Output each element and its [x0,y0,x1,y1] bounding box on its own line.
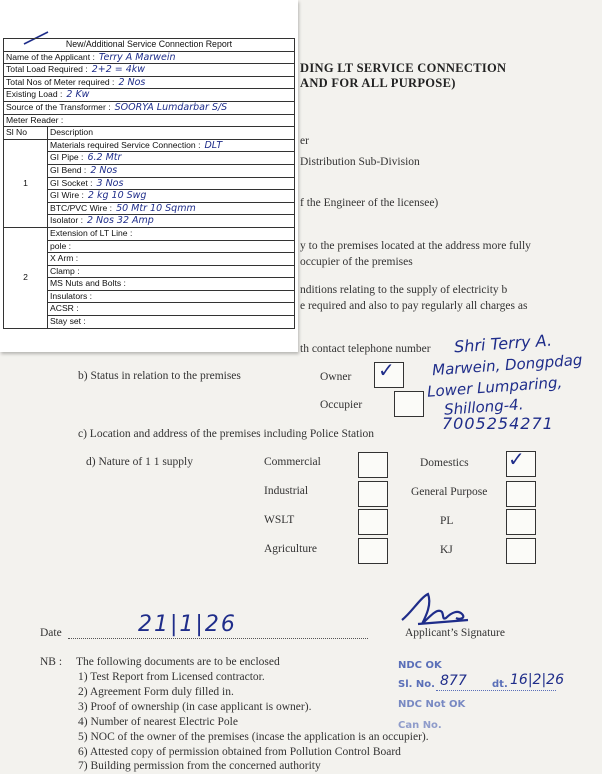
slip-extension-row: Insulators : [48,290,295,303]
contact-handwriting-line2: Marwein, Dongpdag [431,350,583,380]
nb-item: 2) Agreement Form duly filled in. [78,686,234,698]
check-mark-icon: ✓ [508,447,525,471]
signature-label: Applicant’s Signature [405,627,505,639]
location-label: c) Location and address of the premises including Police Station [78,428,375,440]
form-line-supply1: y to the premises located at the address more fully [300,240,531,252]
stamp-dt: dt. [492,679,508,690]
slip-material-row: Materials required Service Connection : DLT [48,139,295,152]
signature-image [398,590,478,630]
form-line-contact: th contact telephone number [300,343,431,355]
form-line-supply2: occupier of the premises [300,256,413,268]
nb-item: 1) Test Report from Licensed contractor. [78,671,265,683]
slip-material-row: GI Pipe : 6.2 Mtr [48,152,295,165]
kj-checkbox[interactable] [506,538,536,564]
slip-title: New/Additional Service Connection Report [4,39,295,52]
slip-row-load [4,64,295,77]
stamp-sl-no: Sl. No. [398,679,435,690]
applicant-handwriting: Terry A Marwein [98,51,176,63]
nb-label: NB : [40,656,63,668]
form-line-conditions2: e required and also to pay regularly all charges as [300,300,528,312]
slip-row-reader: Meter Reader : [4,114,295,127]
contact-handwriting-line1: Shri Terry A. [453,330,553,357]
slip-row-transformer [4,101,295,114]
occupier-label: Occupier [320,399,363,411]
slip-label: Total Load Required : [6,64,88,75]
date-label: Date [40,627,62,639]
stamp-ndc-not-ok: NDC Not OK [398,699,466,710]
slip-label: Total Nos of Meter required : [6,76,115,87]
form-line-engineer: f the Engineer of the licensee) [300,197,439,209]
contact-handwriting-phone: 7005254271 [442,414,554,433]
slip-label: Name of the Applicant : [6,51,95,62]
form-header-line2: AND FOR ALL PURPOSE) [300,76,456,90]
form-header-line1: DING LT SERVICE CONNECTION [300,61,507,75]
wslt-label: WSLT [264,514,295,526]
commercial-checkbox[interactable] [358,452,388,478]
stamp-can-no: Can No. [398,720,442,731]
slip-row-applicant [4,51,295,64]
pl-label: PL [440,515,454,527]
form-line-conditions1: nditions relating to the supply of electricity b [300,284,508,296]
existing-handwriting: 2 Kw [66,89,90,101]
slip-extension-row: Clamp : [48,265,295,278]
general-purpose-checkbox[interactable] [506,481,536,507]
stamp-ndc-ok: NDC OK [398,660,442,671]
pl-checkbox[interactable] [506,509,536,535]
slip-material-row: GI Bend : 2 Nos [48,164,295,177]
domestics-label: Domestics [420,457,469,469]
stamp-sl-handwriting: 877 [440,673,467,689]
owner-label: Owner [320,371,352,383]
agriculture-label: Agriculture [264,543,318,555]
check-mark-icon: ✓ [378,358,395,382]
slip-material-row: GI Socket : 3 Nos [48,177,295,190]
contact-handwriting-line4: Shillong-4. [443,395,524,419]
nature-label: d) Nature of 1 1 supply [86,456,193,468]
group1-number: 1 [4,139,48,227]
service-connection-slip [0,0,298,352]
slip-material-row: GI Wire : 2 kg 10 Swg [48,190,295,203]
slip-extension-row: X Arm : [48,253,295,266]
agriculture-checkbox[interactable] [358,538,388,564]
nb-intro: The following documents are to be enclosed [76,656,280,668]
form-line-er: er [300,135,309,147]
slip-label: Source of the Transformer : [6,101,111,112]
slip-row-meters [4,76,295,89]
wslt-checkbox[interactable] [358,509,388,535]
commercial-label: Commercial [264,456,321,468]
nb-item: 6) Attested copy of permission obtained from Pollution Control Board [78,746,401,758]
industrial-label: Industrial [264,485,309,497]
slip-material-row: Isolator : 2 Nos 32 Amp [48,215,295,228]
sl-no-header: Sl No [4,127,48,140]
contact-handwriting-line3: Lower Lumparing, [426,373,563,401]
load-handwriting: 2+2 = 4kw [91,64,146,76]
transformer-handwriting: SOORYA Lumdarbar S/S [114,101,228,113]
stamp-dt-handwriting: 16|2|26 [510,672,564,688]
slip-extension-row: ACSR : [48,303,295,316]
slip-extension-row: pole : [48,240,295,253]
nb-item: 5) NOC of the owner of the premises (incase the application is an occupier). [78,731,429,743]
general-purpose-label: General Purpose [411,486,488,498]
slip-label: Existing Load : [6,89,63,100]
date-handwriting: 21|1|26 [138,612,237,637]
slip-extension-row: Extension of LT Line : [48,227,295,240]
meters-handwriting: 2 Nos [118,76,146,88]
slip-material-row: BTC/PVC Wire : 50 Mtr 10 Sqmm [48,202,295,215]
nb-item: 4) Number of nearest Electric Pole [78,716,238,728]
status-label: b) Status in relation to the premises [78,370,241,382]
kj-label: KJ [440,544,453,556]
nb-item: 3) Proof of ownership (in case applicant is owner). [78,701,312,713]
slip-row-existing [4,89,295,102]
form-line-subdivision: Distribution Sub-Division [300,156,420,168]
slip-extension-row: Stay set : [48,316,295,329]
stamp-line [436,690,556,691]
group2-number: 2 [4,227,48,328]
industrial-checkbox[interactable] [358,481,388,507]
nb-item: 7) Building permission from the concerned authority [78,760,321,772]
occupier-checkbox[interactable] [394,391,424,417]
date-underline [68,638,368,639]
description-header: Description [48,127,295,140]
slip-table [3,38,295,329]
slip-extension-row: MS Nuts and Bolts : [48,278,295,291]
